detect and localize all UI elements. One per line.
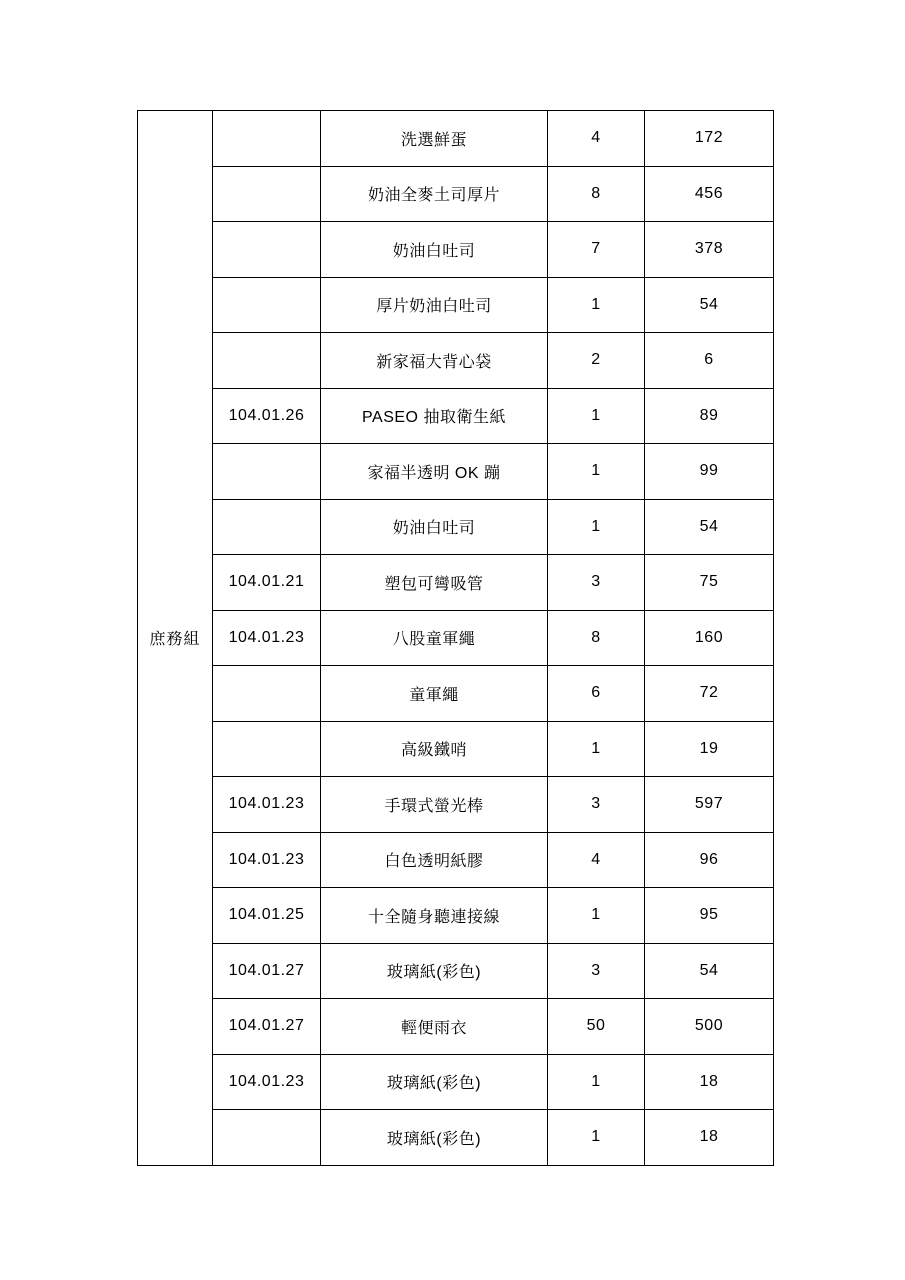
date-cell: 104.01.25 — [213, 888, 321, 944]
amount-cell: 54 — [645, 943, 774, 999]
date-cell: 104.01.27 — [213, 999, 321, 1055]
amount-cell: 500 — [645, 999, 774, 1055]
item-name-cell: 新家福大背心袋 — [321, 333, 548, 389]
date-cell — [213, 666, 321, 722]
quantity-cell: 7 — [548, 222, 645, 278]
amount-cell: 456 — [645, 166, 774, 222]
amount-cell: 89 — [645, 388, 774, 444]
table-row — [138, 943, 774, 999]
item-name-cell: 手環式螢光棒 — [321, 777, 548, 833]
date-cell — [213, 166, 321, 222]
date-cell — [213, 333, 321, 389]
item-name-cell: 八股童軍繩 — [321, 610, 548, 666]
table-row — [138, 555, 774, 611]
table-row — [138, 277, 774, 333]
quantity-cell: 4 — [548, 832, 645, 888]
item-name-cell: 玻璃紙(彩色) — [321, 1110, 548, 1166]
amount-cell: 99 — [645, 444, 774, 500]
item-name-cell: 輕便雨衣 — [321, 999, 548, 1055]
quantity-cell: 1 — [548, 1110, 645, 1166]
amount-cell: 96 — [645, 832, 774, 888]
amount-cell: 160 — [645, 610, 774, 666]
date-cell: 104.01.27 — [213, 943, 321, 999]
item-name-cell: 奶油白吐司 — [321, 499, 548, 555]
table-row — [138, 166, 774, 222]
table-row — [138, 444, 774, 500]
expense-table — [137, 110, 774, 1166]
quantity-cell: 50 — [548, 999, 645, 1055]
date-cell — [213, 721, 321, 777]
table-row — [138, 111, 774, 167]
item-name-cell: 十全隨身聽連接線 — [321, 888, 548, 944]
date-cell — [213, 444, 321, 500]
quantity-cell: 3 — [548, 777, 645, 833]
table-row — [138, 222, 774, 278]
quantity-cell: 1 — [548, 388, 645, 444]
amount-cell: 72 — [645, 666, 774, 722]
quantity-cell: 4 — [548, 111, 645, 167]
item-name-cell: 厚片奶油白吐司 — [321, 277, 548, 333]
item-name-cell: 奶油白吐司 — [321, 222, 548, 278]
date-cell — [213, 1110, 321, 1166]
item-name-cell: 白色透明紙膠 — [321, 832, 548, 888]
table-row — [138, 610, 774, 666]
date-cell — [213, 111, 321, 167]
amount-cell: 378 — [645, 222, 774, 278]
table-row — [138, 666, 774, 722]
date-cell: 104.01.26 — [213, 388, 321, 444]
date-cell: 104.01.23 — [213, 832, 321, 888]
table-row — [138, 1110, 774, 1166]
quantity-cell: 3 — [548, 555, 645, 611]
amount-cell: 19 — [645, 721, 774, 777]
date-cell — [213, 277, 321, 333]
item-name-cell: 奶油全麥土司厚片 — [321, 166, 548, 222]
amount-cell: 597 — [645, 777, 774, 833]
quantity-cell: 8 — [548, 610, 645, 666]
table-row — [138, 888, 774, 944]
item-name-cell: 玻璃紙(彩色) — [321, 943, 548, 999]
table-row — [138, 777, 774, 833]
table-row — [138, 499, 774, 555]
table-row — [138, 832, 774, 888]
quantity-cell: 3 — [548, 943, 645, 999]
quantity-cell: 6 — [548, 666, 645, 722]
item-name-cell: 童軍繩 — [321, 666, 548, 722]
amount-cell: 75 — [645, 555, 774, 611]
quantity-cell: 1 — [548, 499, 645, 555]
amount-cell: 95 — [645, 888, 774, 944]
quantity-cell: 1 — [548, 444, 645, 500]
item-name-cell: PASEO 抽取衛生紙 — [321, 388, 548, 444]
quantity-cell: 1 — [548, 888, 645, 944]
date-cell: 104.01.23 — [213, 1054, 321, 1110]
table-row — [138, 333, 774, 389]
table-row — [138, 388, 774, 444]
item-name-cell: 洗選鮮蛋 — [321, 111, 548, 167]
quantity-cell: 1 — [548, 721, 645, 777]
expense-table-body — [138, 111, 774, 1166]
quantity-cell: 1 — [548, 277, 645, 333]
item-name-cell: 家福半透明 OK 蹦 — [321, 444, 548, 500]
amount-cell: 6 — [645, 333, 774, 389]
quantity-cell: 2 — [548, 333, 645, 389]
amount-cell: 18 — [645, 1110, 774, 1166]
date-cell: 104.01.23 — [213, 777, 321, 833]
date-cell — [213, 222, 321, 278]
date-cell — [213, 499, 321, 555]
table-row — [138, 721, 774, 777]
amount-cell: 18 — [645, 1054, 774, 1110]
date-cell: 104.01.21 — [213, 555, 321, 611]
quantity-cell: 1 — [548, 1054, 645, 1110]
table-row — [138, 999, 774, 1055]
item-name-cell: 塑包可彎吸管 — [321, 555, 548, 611]
date-cell: 104.01.23 — [213, 610, 321, 666]
table-row — [138, 1054, 774, 1110]
amount-cell: 172 — [645, 111, 774, 167]
item-name-cell: 高級鐵哨 — [321, 721, 548, 777]
department-cell: 庶務組 — [138, 111, 213, 1166]
amount-cell: 54 — [645, 499, 774, 555]
amount-cell: 54 — [645, 277, 774, 333]
item-name-cell: 玻璃紙(彩色) — [321, 1054, 548, 1110]
quantity-cell: 8 — [548, 166, 645, 222]
